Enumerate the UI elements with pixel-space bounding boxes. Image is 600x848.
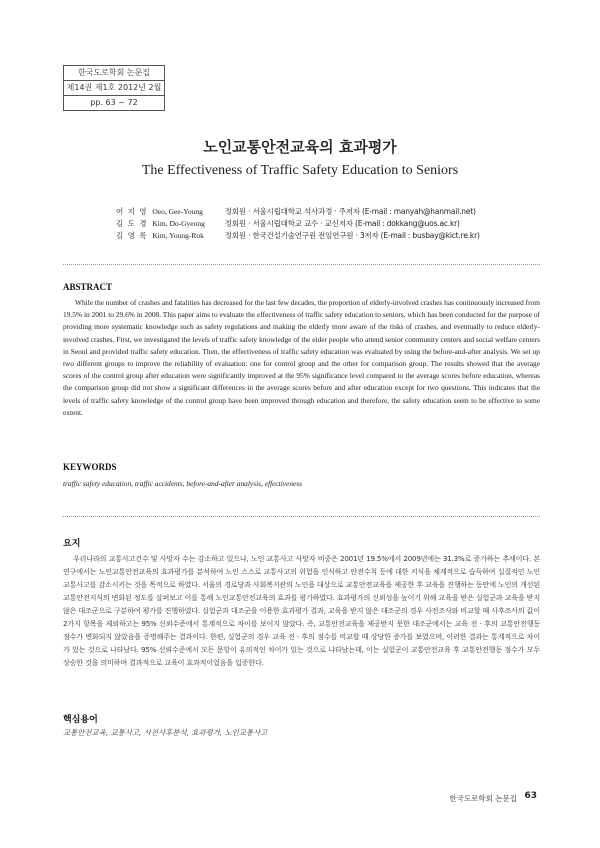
title-korean: 노인교통안전교육의 효과평가 (203, 138, 397, 156)
keywords-heading: KEYWORDS (63, 462, 117, 472)
divider (63, 516, 540, 517)
title-english: The Effectiveness of Traffic Safety Education to Seniors (141, 163, 459, 178)
journal-volume: 제14권 제1호 2012년 2월 (64, 81, 164, 96)
author-row (116, 230, 480, 242)
author-name-korean: 어 지 영 (116, 207, 148, 216)
journal-info-box (63, 65, 165, 111)
author-row (116, 206, 480, 218)
journal-name: 한국도로학회 논문집 (64, 66, 164, 81)
author-affiliation: 정회원 · 서울시립대학교 석사과정 · 주저자 (E-mail : manyah@hanmail.net) (224, 207, 476, 216)
footer-journal: 한국도로학회 논문집 (449, 794, 517, 803)
author-name-english: Oeo, Gee-Young (152, 207, 203, 216)
journal-pages: pp. 63 ~ 72 (90, 98, 138, 107)
author-affiliation: 정회원 · 서울시립대학교 교수 · 교신저자 (E-mail : dokkang@uos.ac.kr) (224, 219, 460, 228)
page-number: 63 (524, 791, 537, 801)
core-terms-text: 교통안전교육, 교통사고, 사전사후분석, 효과평가, 노인교통사고 (63, 728, 268, 737)
author-list (116, 206, 480, 242)
author-name-english: Kim, Do-Gyeong (152, 219, 205, 228)
author-affiliation: 정회원 · 한국건설기술연구원 전임연구원 · 3저자 (E-mail : busbay@kict.re.kr) (224, 231, 480, 240)
divider (63, 264, 540, 265)
author-row (116, 218, 480, 230)
author-name-korean: 김 도 경 (116, 219, 148, 228)
keywords-text: traffic safety education, traffic accidents, before-and-after analysis, effectiveness (63, 479, 303, 488)
author-name-korean: 김 영 록 (116, 231, 148, 240)
core-terms-heading: 핵심용어 (63, 715, 98, 725)
abstract-heading: ABSTRACT (63, 282, 113, 292)
summary-text: 우리나라의 교통사고건수 및 사망자 수는 감소하고 있으나, 노인 교통사고 사망자 비중은 2001년 19.5%에서 2009년에는 31.3%로 증가하는 추세이다. 본 연구에서는 노인교통안전교육의 효과평가를 분석하여 노인 스스로 교통사고의 위험을 인식하고 안전수칙 등에 대한 지식을 체계적으로 습득하여 실질적인 노인교통사고를 감소시키는 것을 목적으로 하였다. 서울의 경로당과 사회복지관의 노인을 대상으로 교통안전교육을 제공한 후 교육을 진행하는 동안에 노인의 개선된 교통안전지식의 변화된 정도를 살펴보고 이를 통해 노인교통안전교육의 효과를 평가하였다. 효과평가의 신뢰성을 높이기 위해 교육을 받은 실험군과 교육을 받지 않은 대조군으로 구분하여 평가를 진행하였다. 실험군과 대조군을 이용한 효과평가 결과, 교육을 받지 않은 대조군의 경우 사전조사와 비교할 때 사후조사의 값이 2가지 항목을 제외하고는 95% 신뢰수준에서 통계적으로 차이를 보이지 않았다. 즉, 교통안전교육을 제공받지 못한 대조군에서는 교육 전 · 후의 교통안전행동 점수가 변화되지 않았음을 증명해주는 결과이다. 한편, 실험군의 경우 교육 전 · 후의 점수를 비교할 때 상당한 증가를 보였으며, 이러한 결과는 통계적으로 차이가 있는 것으로 나타났다. 95% 신뢰수준에서 모든 문항이 유의적인 차이가 있는 것으로 나타났는데, 이는 실험군이 교통안전교육 후 교통안전행동 점수가 모두 상승한 것을 의미하며 결과적으로 교육이 효과적이었음을 입증한다. (63, 554, 540, 667)
author-name-english: Kim, Young-Rok (152, 231, 204, 240)
abstract-text: While the number of crashes and fatalities has decreased for the last few decades, the proportion of elderly-involved crashes has continuously increased from 19.5% in 2001 to 29.6% in 2008. This paper aims to evaluate the effectiveness of traffic safety education to seniors, which has been conducted for the purpose of providing more systematic knowledge such as safety regulations and making the elderly more aware of the risks of crashes, and eventually to reduce elderly-involved crashes. First, we investigated the levels of traffic safety knowledge of the elder people who attend senior community centers and social welfare centers in Seoul and provided traffic safety education. Then, the effectiveness of traffic safety education was evaluated by using the before-and-after analysis. We set up two different groups to improve the reliability of evaluation: one for control group and the other for comparison group. The results showed that the average scores of the control group after education were significantly improved at the 95% significance level compared to the average scores before education, whereas the comparison group did not show a significant differences in the average scores before and after education except for two questions. This indicates that the levels of traffic safety knowledge of the control group have been improved through education and therefore, the safety education seem to be effective to some extent. (63, 298, 540, 417)
summary-heading: 요지 (63, 539, 81, 549)
